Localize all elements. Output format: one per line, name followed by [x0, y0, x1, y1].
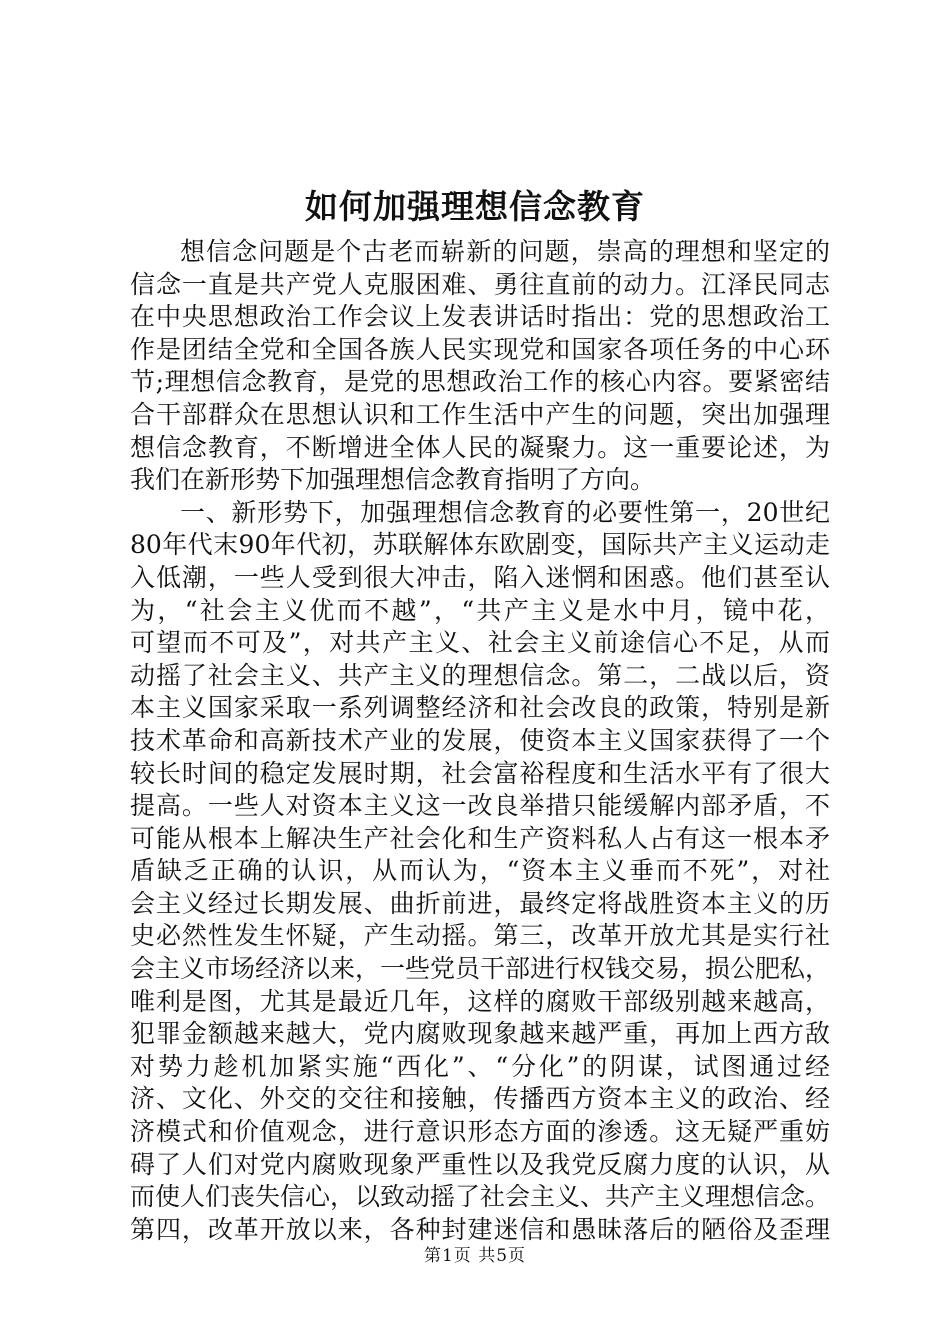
body-line: 较长时间的稳定发展时期，社会富裕程度和生活水平有了很大: [130, 758, 830, 788]
body-line: 在中央思想政治工作会议上发表讲话时指出：党的思想政治工: [130, 302, 830, 332]
body-line: 想信念问题是个古老而崭新的问题，崇高的理想和坚定的: [180, 237, 830, 266]
body-line: 本主义国家采取一系列调整经济和社会改良的政策，特别是新: [130, 693, 830, 723]
body-line: 济模式和价值观念，进行意识形态方面的渗透。这无疑严重妨: [130, 1117, 830, 1147]
body-line: 会主义市场经济以来，一些党员干部进行权钱交易，损公肥私，: [130, 954, 831, 984]
body-line: 可能从根本上解决生产社会化和生产资料私人占有这一根本矛: [130, 823, 830, 853]
body-line: 而使人们丧失信心，以致动摇了社会主义、共产主义理想信念。: [130, 1182, 831, 1212]
body-line: 济、文化、外交的交往和接触，传播西方资本主义的政治、经: [130, 1084, 830, 1114]
body-line: 一、新形势下，加强理想信念教育的必要性第一，20世纪: [180, 497, 830, 527]
body-line: 想信念教育，不断增进全体人民的凝聚力。这一重要论述，为: [130, 432, 830, 462]
body-line: 会主义经过长期发展、曲折前进，最终定将战胜资本主义的历: [130, 888, 830, 918]
body-line: 可望而不可及”，对共产主义、社会主义前途信心不足，从而: [130, 628, 830, 658]
body-line: 犯罪金额越来越大，党内腐败现象越来越严重，再加上西方敌: [130, 1019, 830, 1049]
body-line: 盾缺乏正确的认识，从而认为，“资本主义垂而不死”，对社: [130, 856, 830, 886]
body-line: 我们在新形势下加强理想信念教育指明了方向。: [130, 465, 656, 495]
page-number: 第1页 共5页: [423, 1246, 527, 1266]
document-title: 如何加强理想信念教育: [305, 187, 645, 226]
body-line: 唯利是图，尤其是最近几年，这样的腐败干部级别越来越高，: [130, 986, 830, 1016]
body-line: 技术革命和高新技术产业的发展，使资本主义国家获得了一个: [130, 725, 830, 755]
body-line: 对势力趁机加紧实施“西化”、“分化”的阴谋，试图通过经: [130, 1051, 830, 1081]
body-line: 提高。一些人对资本主义这一改良举措只能缓解内部矛盾，不: [130, 791, 830, 821]
body-line: 史必然性发生怀疑，产生动摇。第三，改革开放尤其是实行社: [130, 921, 830, 951]
body-line: 为，“社会主义优而不越”，“共产主义是水中月，镜中花，: [130, 595, 830, 625]
body-line: 动摇了社会主义、共产主义的理想信念。第二，二战以后，资: [130, 660, 830, 690]
document-body: [130, 236, 830, 1246]
body-line: 第四，改革开放以来，各种封建迷信和愚昧落后的陋俗及歪理: [130, 1214, 830, 1244]
body-line: 80年代末90年代初，苏联解体东欧剧变，国际共产主义运动走: [130, 530, 830, 560]
body-line: 碍了人们对党内腐败现象严重性以及我党反腐力度的认识，从: [130, 1149, 830, 1179]
body-line: 作是团结全党和全国各族人民实现党和国家各项任务的中心环: [130, 334, 830, 364]
body-line: 合干部群众在思想认识和工作生活中产生的问题，突出加强理: [130, 399, 830, 429]
body-line: 入低潮，一些人受到很大冲击，陷入迷惘和困惑。他们甚至认: [130, 562, 830, 592]
body-line: 节;理想信念教育，是党的思想政治工作的核心内容。要紧密结: [130, 367, 830, 397]
body-line: 信念一直是共产党人克服困难、勇往直前的动力。江泽民同志: [130, 269, 830, 299]
